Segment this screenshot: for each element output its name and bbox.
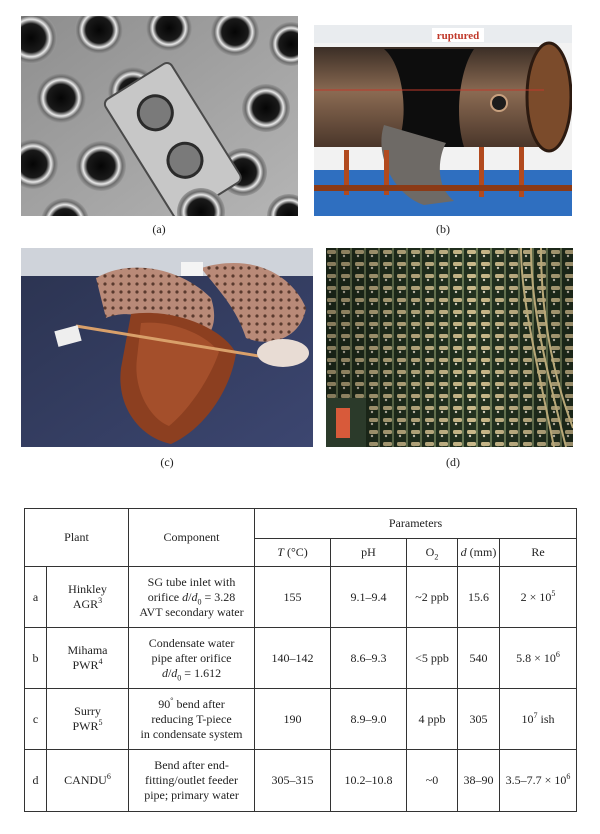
component-cell: Bend after end- fitting/outlet feeder pipe; primary water — [129, 750, 255, 812]
photo-c-pipe-bend-fragments — [21, 248, 313, 447]
component-cell: SG tube inlet with orifice $d/d_0 = 3.28$ AVT secondary water — [129, 567, 255, 628]
photo-b-ruptured-pipe — [314, 25, 572, 216]
diameter-cell: 305 — [458, 689, 500, 750]
caption-a: (a) — [152, 222, 166, 236]
caption-d: (d) — [446, 455, 460, 469]
plant-cell: Mihama PWR$^4$ — [47, 628, 129, 689]
temperature-cell: 155 — [255, 567, 331, 628]
photo-d-feeder-pipes — [326, 248, 573, 447]
header-ph: pH — [331, 539, 407, 567]
component-cell: 90° bend after reducing T-piece in condensate system — [129, 689, 255, 750]
reynolds-cell: $5.8 \times 10^6$ — [500, 628, 577, 689]
parameters-table — [24, 508, 577, 812]
reynolds-cell: $10^7$ ish — [500, 689, 577, 750]
caption-c: (c) — [160, 455, 174, 469]
plant-cell: Surry PWR$^5$ — [47, 689, 129, 750]
ph-cell: 8.6–9.3 — [331, 628, 407, 689]
ph-cell: 9.1–9.4 — [331, 567, 407, 628]
table-row — [25, 689, 577, 750]
header-temperature: T (°C) — [255, 539, 331, 567]
ph-cell: 10.2–10.8 — [331, 750, 407, 812]
row-key: d — [25, 750, 47, 812]
temperature-cell: 140–142 — [255, 628, 331, 689]
plant-cell: Hinkley AGR$^3$ — [47, 567, 129, 628]
header-diameter: d (mm) — [458, 539, 500, 567]
temperature-cell: 305–315 — [255, 750, 331, 812]
o2-cell: ~2 ppb — [407, 567, 458, 628]
reynolds-cell: $3.5-7.7 \times 10^6$ — [500, 750, 577, 812]
ruptured-label: ruptured — [436, 30, 480, 42]
table-header-row-1 — [25, 509, 577, 539]
o2-cell: 4 ppb — [407, 689, 458, 750]
header-reynolds: Re — [500, 539, 577, 567]
diameter-cell: 15.6 — [458, 567, 500, 628]
reynolds-cell: $2 \times 10^5$ — [500, 567, 577, 628]
diameter-cell: 540 — [458, 628, 500, 689]
temperature-cell: 190 — [255, 689, 331, 750]
table-row — [25, 567, 577, 628]
row-key: c — [25, 689, 47, 750]
ph-cell: 8.9–9.0 — [331, 689, 407, 750]
o2-cell: ~0 — [407, 750, 458, 812]
header-plant: Plant — [25, 509, 129, 567]
o2-cell: <5 ppb — [407, 628, 458, 689]
component-cell: Condensate water pipe after orifice $d/d_0 = 1.612$ — [129, 628, 255, 689]
plant-cell: CANDU$^6$ — [47, 750, 129, 812]
table-row — [25, 750, 577, 812]
header-o2: $O_2$ — [407, 539, 458, 567]
table-row — [25, 628, 577, 689]
photo-a-tube-sheet — [21, 16, 298, 216]
diameter-cell: 38–90 — [458, 750, 500, 812]
caption-b: (b) — [436, 222, 450, 236]
row-key: b — [25, 628, 47, 689]
row-key: a — [25, 567, 47, 628]
header-component: Component — [129, 509, 255, 567]
header-parameters: Parameters — [255, 509, 577, 539]
